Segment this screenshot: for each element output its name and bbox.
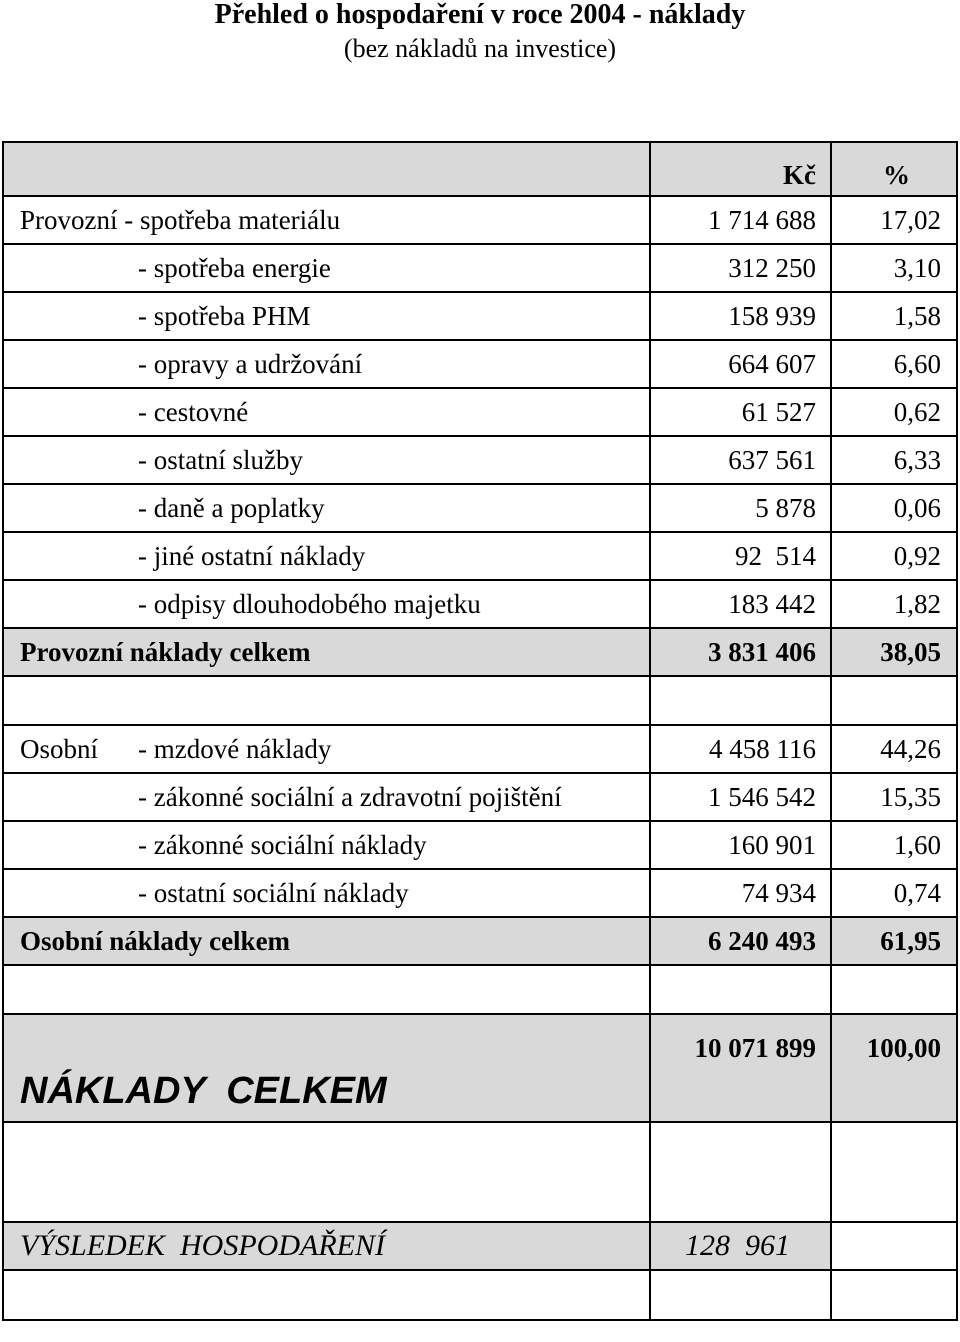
row-value: 61 527 [650,388,831,436]
cost-table [2,141,958,1321]
grand-total-row [3,1014,957,1122]
osobni-total-label: Osobní náklady celkem [3,917,650,965]
grand-total-percent: 100,00 [831,1014,957,1122]
row-percent: 44,26 [831,725,957,773]
spacer-row [3,1270,957,1320]
spacer-row [3,676,957,725]
row-label: - opravy a udržování [3,340,650,388]
table-row [3,821,957,869]
row-percent: 15,35 [831,773,957,821]
table-row [3,340,957,388]
row-percent: 1,82 [831,580,957,628]
grand-total-label: NÁKLADY CELKEM [3,1014,650,1122]
osobni-lead: Osobní [20,733,99,764]
spacer-row [3,1122,957,1222]
provozni-total-label: Provozní náklady celkem [3,628,650,676]
result-value: 128 961 [650,1222,831,1270]
row-percent: 1,58 [831,292,957,340]
table-row [3,436,957,484]
table-row [3,773,957,821]
table-row [3,292,957,340]
row-percent: 17,02 [831,196,957,244]
header-currency: Kč [650,142,831,196]
row-percent: 6,60 [831,340,957,388]
row-label: - spotřeba PHM [3,292,650,340]
osobni-total-row [3,917,957,965]
table-row [3,388,957,436]
osobni-total-percent: 61,95 [831,917,957,965]
row-value: 74 934 [650,869,831,917]
table-row [3,244,957,292]
row-value: 1 714 688 [650,196,831,244]
table-row [3,196,957,244]
provozni-total-percent: 38,05 [831,628,957,676]
row-label: - ostatní služby [3,436,650,484]
row-label: - odpisy dlouhodobého majetku [3,580,650,628]
row-percent: 6,33 [831,436,957,484]
row-percent: 3,10 [831,244,957,292]
provozni-total-row [3,628,957,676]
row-value: 158 939 [650,292,831,340]
result-row [3,1222,957,1270]
row-label: - jiné ostatní náklady [3,532,650,580]
osobni-total-value: 6 240 493 [650,917,831,965]
grand-total-value: 10 071 899 [650,1014,831,1122]
row-label: - zákonné sociální náklady [3,821,650,869]
row-value: 637 561 [650,436,831,484]
row-label: - spotřeba energie [3,244,650,292]
header-row [3,142,957,196]
table-row [3,484,957,532]
row-label: - daně a poplatky [3,484,650,532]
row-percent: 0,06 [831,484,957,532]
row-value: 664 607 [650,340,831,388]
row-label: - cestovné [3,388,650,436]
row-percent: 0,74 [831,869,957,917]
row-value: 160 901 [650,821,831,869]
table-row [3,869,957,917]
header-percent: % [831,142,957,196]
row-label [3,725,650,773]
page-subtitle: (bez nákladů na investice) [343,34,617,63]
row-label-text: - mzdové náklady [138,733,332,764]
table-row [3,725,957,773]
row-percent: 0,92 [831,532,957,580]
row-value: 4 458 116 [650,725,831,773]
result-label: VÝSLEDEK HOSPODAŘENÍ [3,1222,650,1270]
spacer-row [3,965,957,1014]
row-label: - ostatní sociální náklady [3,869,650,917]
table-row [3,532,957,580]
result-empty-cell [831,1222,957,1270]
header-blank-cell [3,142,650,196]
row-value: 312 250 [650,244,831,292]
row-value: 92 514 [650,532,831,580]
row-value: 183 442 [650,580,831,628]
row-value: 5 878 [650,484,831,532]
provozni-total-value: 3 831 406 [650,628,831,676]
row-percent: 0,62 [831,388,957,436]
row-value: 1 546 542 [650,773,831,821]
row-label: Provozní - spotřeba materiálu [3,196,650,244]
table-row [3,580,957,628]
row-label: - zákonné sociální a zdravotní pojištění [3,773,650,821]
page-title: Přehled o hospodaření v roce 2004 - náklady [214,0,746,30]
row-percent: 1,60 [831,821,957,869]
